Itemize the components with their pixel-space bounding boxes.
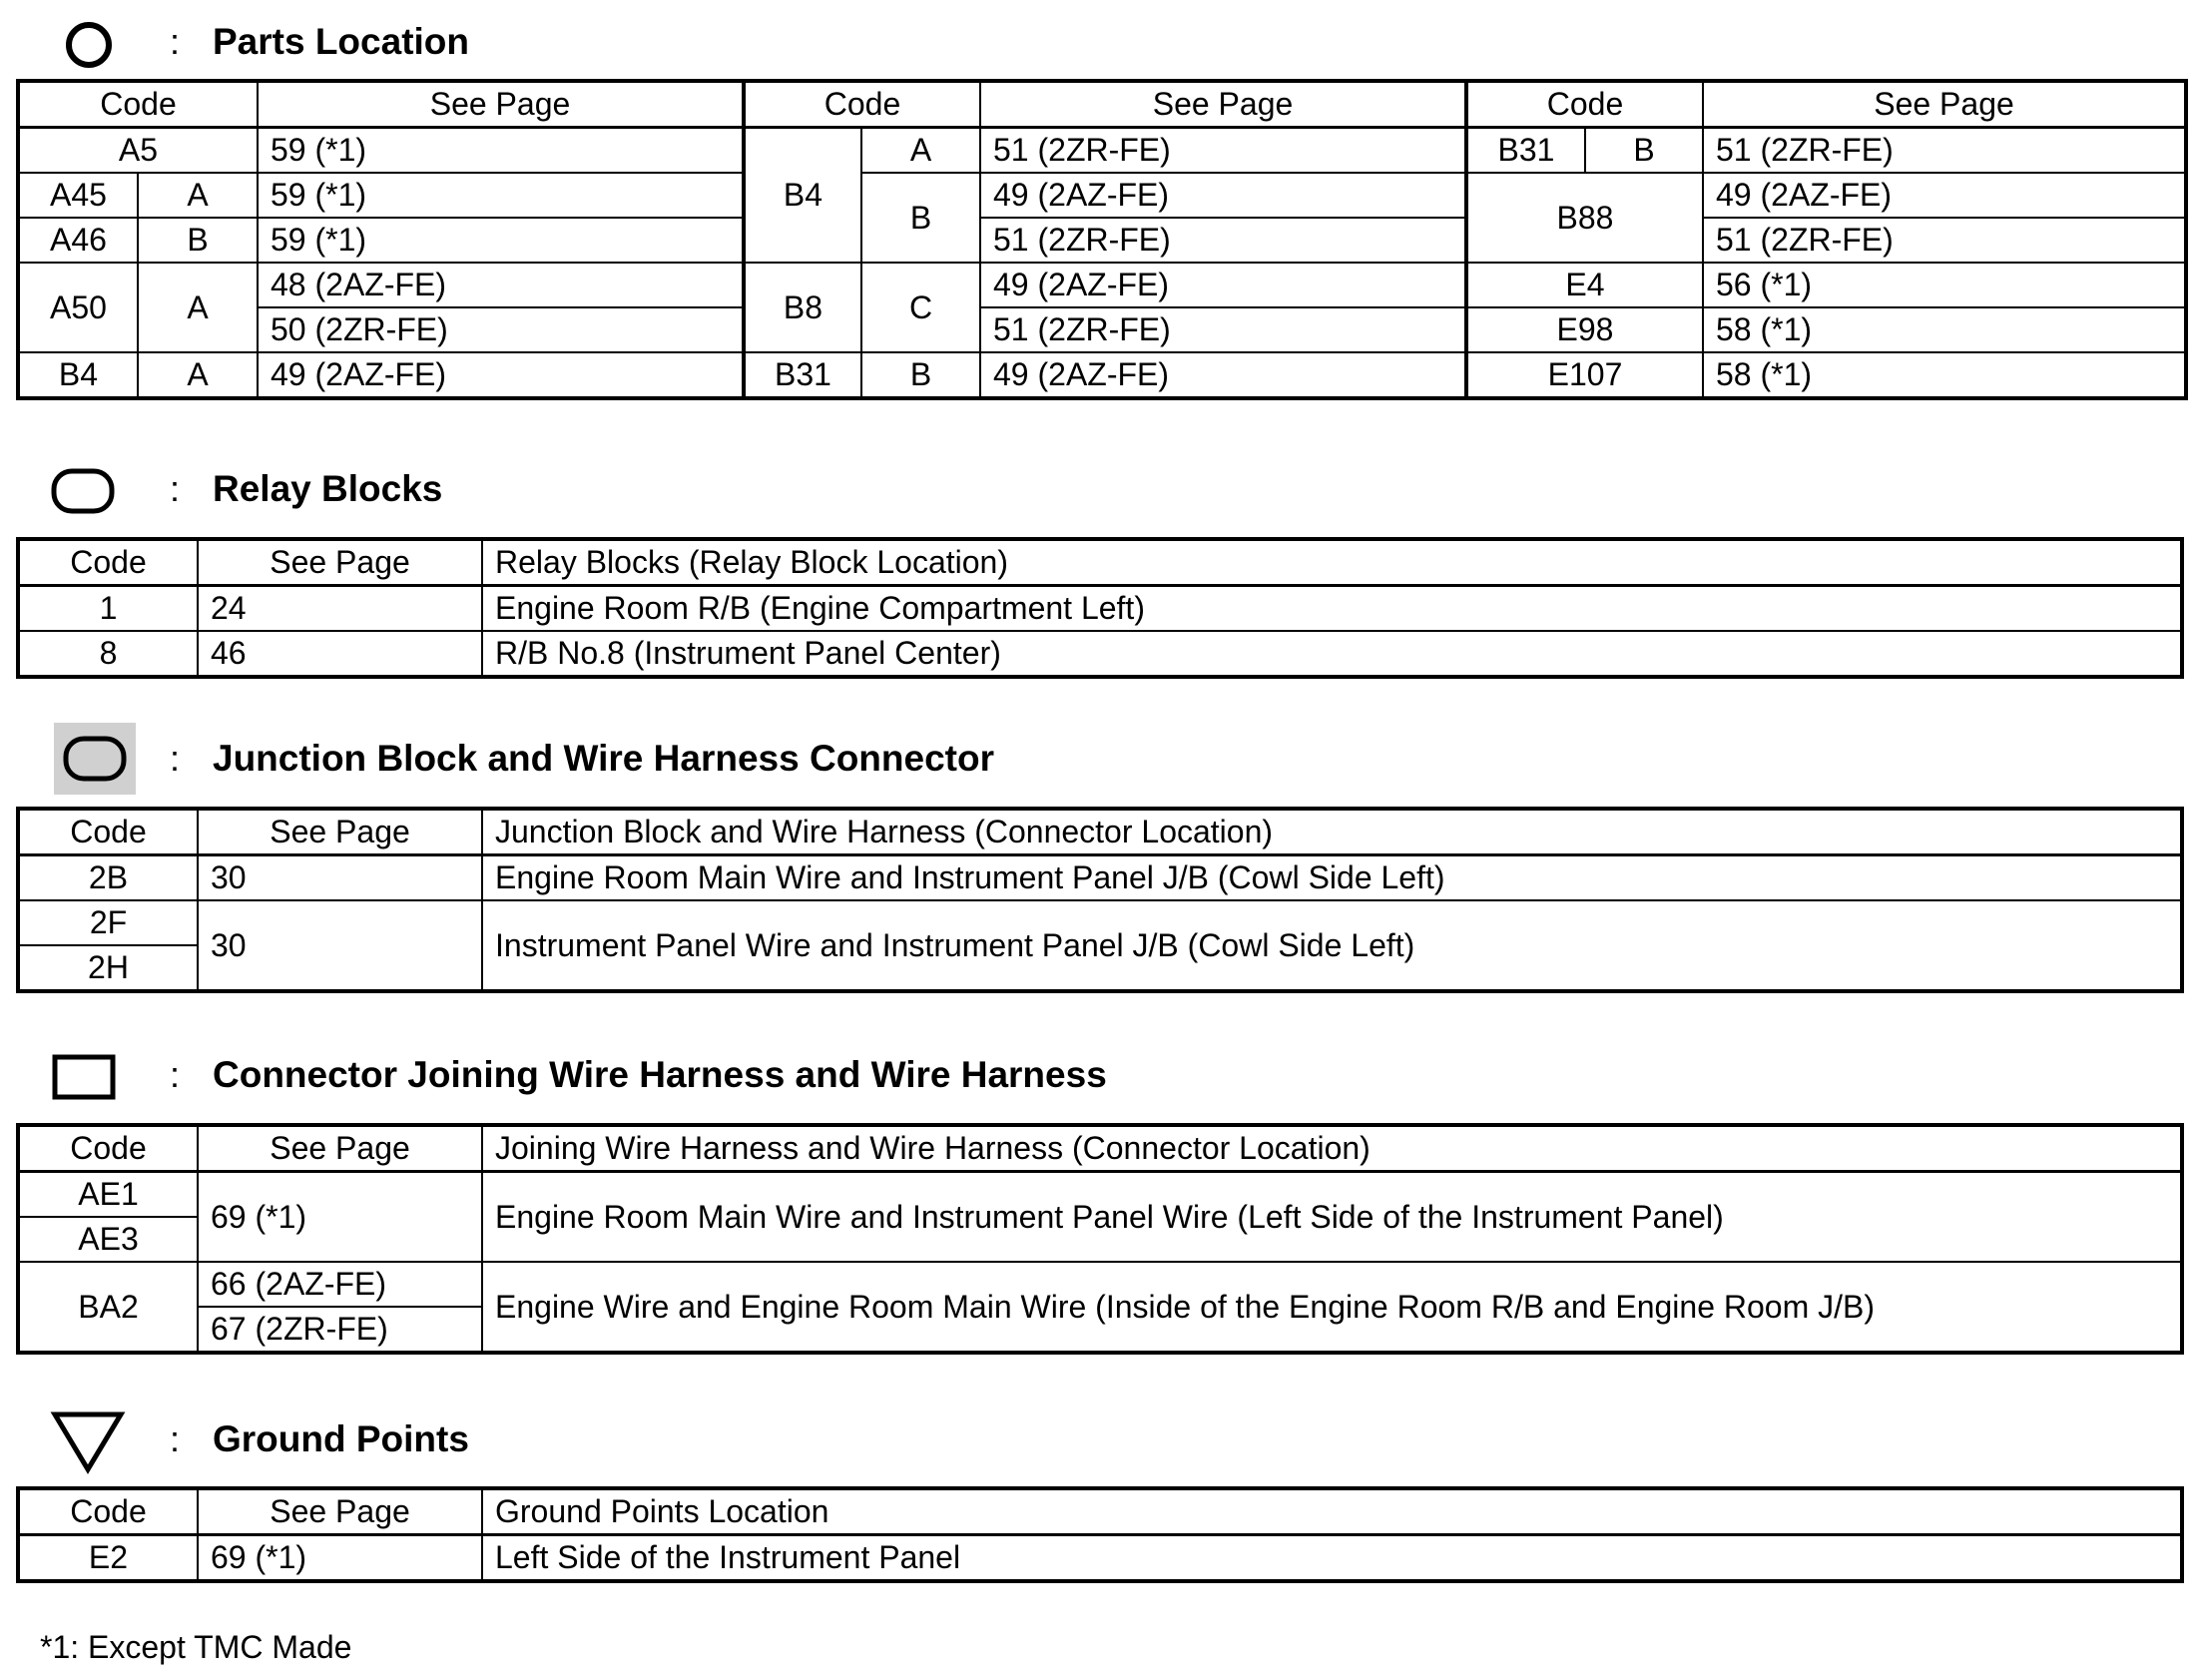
page-cell: 51 (2ZR-FE) — [1703, 128, 2186, 174]
page-cell: 51 (2ZR-FE) — [980, 307, 1466, 352]
code-cell: A5 — [18, 128, 258, 174]
header-see-page: See Page — [1703, 81, 2186, 128]
junction-block-table — [16, 807, 2184, 993]
code-cell: E98 — [1466, 307, 1703, 352]
table-row — [18, 263, 2186, 307]
sub-code-cell: A — [138, 263, 258, 352]
header-see-page: See Page — [980, 81, 1466, 128]
colon: : — [170, 468, 181, 509]
code-cell: E2 — [18, 1535, 198, 1582]
header-description: Ground Points Location — [482, 1488, 2182, 1535]
code-cell: B4 — [744, 128, 861, 264]
page-cell: 49 (2AZ-FE) — [1703, 173, 2186, 218]
table-row — [18, 218, 2186, 263]
header-see-page: See Page — [258, 81, 744, 128]
section-title: Connector Joining Wire Harness and Wire Harness — [213, 1054, 1107, 1095]
joining-connector-header — [0, 1045, 2198, 1105]
page-cell: 59 (*1) — [258, 173, 744, 218]
relay-blocks-header — [0, 459, 2198, 519]
table-row — [18, 352, 2186, 398]
header-code: Code — [18, 809, 198, 855]
table-row — [18, 631, 2182, 677]
page-cell: 49 (2AZ-FE) — [258, 352, 744, 398]
header-code: Code — [18, 1488, 198, 1535]
code-cell: 1 — [18, 586, 198, 632]
down-triangle-icon — [50, 1409, 126, 1475]
table-row — [18, 855, 2182, 901]
page-cell: 30 — [198, 855, 482, 901]
header-see-page: See Page — [198, 1125, 482, 1172]
page-cell: 51 (2ZR-FE) — [980, 218, 1466, 263]
table-header-row — [18, 1488, 2182, 1535]
joining-connector-table — [16, 1123, 2184, 1355]
table-row — [18, 1262, 2182, 1307]
page-cell: 49 (2AZ-FE) — [980, 263, 1466, 307]
header-code: Code — [744, 81, 980, 128]
header-code: Code — [18, 81, 258, 128]
header-see-page: See Page — [198, 1488, 482, 1535]
circle-icon — [64, 20, 114, 70]
shaded-rounded-rectangle-icon — [54, 723, 136, 795]
table-row — [18, 1535, 2182, 1582]
colon: : — [170, 21, 181, 62]
table-row — [18, 586, 2182, 632]
table-row — [18, 1172, 2182, 1218]
page-cell: 67 (2ZR-FE) — [198, 1307, 482, 1353]
relay-blocks-table — [16, 537, 2184, 679]
description-cell: R/B No.8 (Instrument Panel Center) — [482, 631, 2182, 677]
header-see-page: See Page — [198, 539, 482, 586]
rounded-rectangle-icon — [50, 467, 116, 515]
description-cell: Engine Room Main Wire and Instrument Panel Wire (Left Side of the Instrument Panel) — [482, 1172, 2182, 1263]
code-cell: 2B — [18, 855, 198, 901]
sub-code-cell: C — [861, 263, 980, 352]
section-title: Junction Block and Wire Harness Connector — [213, 738, 994, 779]
parts-location-table — [16, 79, 2188, 400]
table-header-row — [18, 809, 2182, 855]
page-cell: 51 (2ZR-FE) — [1703, 218, 2186, 263]
code-cell: A50 — [18, 263, 138, 352]
code-cell: E107 — [1466, 352, 1703, 398]
code-cell: B8 — [744, 263, 861, 352]
page-cell: 59 (*1) — [258, 218, 744, 263]
page-cell: 69 (*1) — [198, 1535, 482, 1582]
section-title: Ground Points — [213, 1418, 469, 1459]
sub-code-cell: B — [138, 218, 258, 263]
code-cell: AE3 — [18, 1217, 198, 1262]
ground-points-table — [16, 1486, 2184, 1583]
colon: : — [170, 1418, 181, 1459]
parts-location-header — [0, 12, 2198, 72]
header-description: Joining Wire Harness and Wire Harness (Connector Location) — [482, 1125, 2182, 1172]
sub-code-cell: A — [138, 352, 258, 398]
section-title: Parts Location — [213, 21, 469, 62]
description-cell: Engine Wire and Engine Room Main Wire (Inside of the Engine Room R/B and Engine Room J/B) — [482, 1262, 2182, 1353]
section-title: Relay Blocks — [213, 468, 443, 509]
table-header-row — [18, 1125, 2182, 1172]
colon: : — [170, 738, 181, 779]
code-cell: 8 — [18, 631, 198, 677]
colon: : — [170, 1054, 181, 1095]
header-code: Code — [1466, 81, 1703, 128]
page-cell: 58 (*1) — [1703, 307, 2186, 352]
page-cell: 56 (*1) — [1703, 263, 2186, 307]
header-code: Code — [18, 1125, 198, 1172]
code-cell: 2F — [18, 900, 198, 945]
page-cell: 48 (2AZ-FE) — [258, 263, 744, 307]
code-cell: E4 — [1466, 263, 1703, 307]
table-header-row — [18, 81, 2186, 128]
table-row — [18, 128, 2186, 174]
description-cell: Instrument Panel Wire and Instrument Panel J/B (Cowl Side Left) — [482, 900, 2182, 991]
description-cell: Engine Room R/B (Engine Compartment Left) — [482, 586, 2182, 632]
sub-code-cell: B — [861, 352, 980, 398]
header-description: Relay Blocks (Relay Block Location) — [482, 539, 2182, 586]
page-cell: 66 (2AZ-FE) — [198, 1262, 482, 1307]
header-code: Code — [18, 539, 198, 586]
page-cell: 46 — [198, 631, 482, 677]
code-cell: B31 — [1466, 128, 1585, 174]
description-cell: Engine Room Main Wire and Instrument Panel J/B (Cowl Side Left) — [482, 855, 2182, 901]
table-row — [18, 900, 2182, 945]
page-cell: 24 — [198, 586, 482, 632]
header-see-page: See Page — [198, 809, 482, 855]
code-cell: B31 — [744, 352, 861, 398]
code-cell: AE1 — [18, 1172, 198, 1218]
page-cell: 49 (2AZ-FE) — [980, 173, 1466, 218]
page-cell: 30 — [198, 900, 482, 991]
page-cell: 50 (2ZR-FE) — [258, 307, 744, 352]
table-header-row — [18, 539, 2182, 586]
sub-code-cell: B — [861, 173, 980, 263]
code-cell: BA2 — [18, 1262, 198, 1353]
sub-code-cell: B — [1585, 128, 1703, 174]
page-cell: 51 (2ZR-FE) — [980, 128, 1466, 174]
code-cell: B88 — [1466, 173, 1703, 263]
page-cell: 49 (2AZ-FE) — [980, 352, 1466, 398]
header-description: Junction Block and Wire Harness (Connector Location) — [482, 809, 2182, 855]
junction-block-header — [0, 729, 2198, 789]
code-cell: B4 — [18, 352, 138, 398]
code-cell: 2H — [18, 945, 198, 991]
sub-code-cell: A — [861, 128, 980, 174]
table-row — [18, 307, 2186, 352]
footnote: *1: Except TMC Made — [40, 1629, 352, 1665]
rectangle-icon — [52, 1053, 116, 1101]
code-cell: A46 — [18, 218, 138, 263]
ground-points-header — [0, 1409, 2198, 1469]
page-cell: 69 (*1) — [198, 1172, 482, 1263]
code-cell: A45 — [18, 173, 138, 218]
table-row — [18, 173, 2186, 218]
description-cell: Left Side of the Instrument Panel — [482, 1535, 2182, 1582]
page-cell: 59 (*1) — [258, 128, 744, 174]
sub-code-cell: A — [138, 173, 258, 218]
page-cell: 58 (*1) — [1703, 352, 2186, 398]
